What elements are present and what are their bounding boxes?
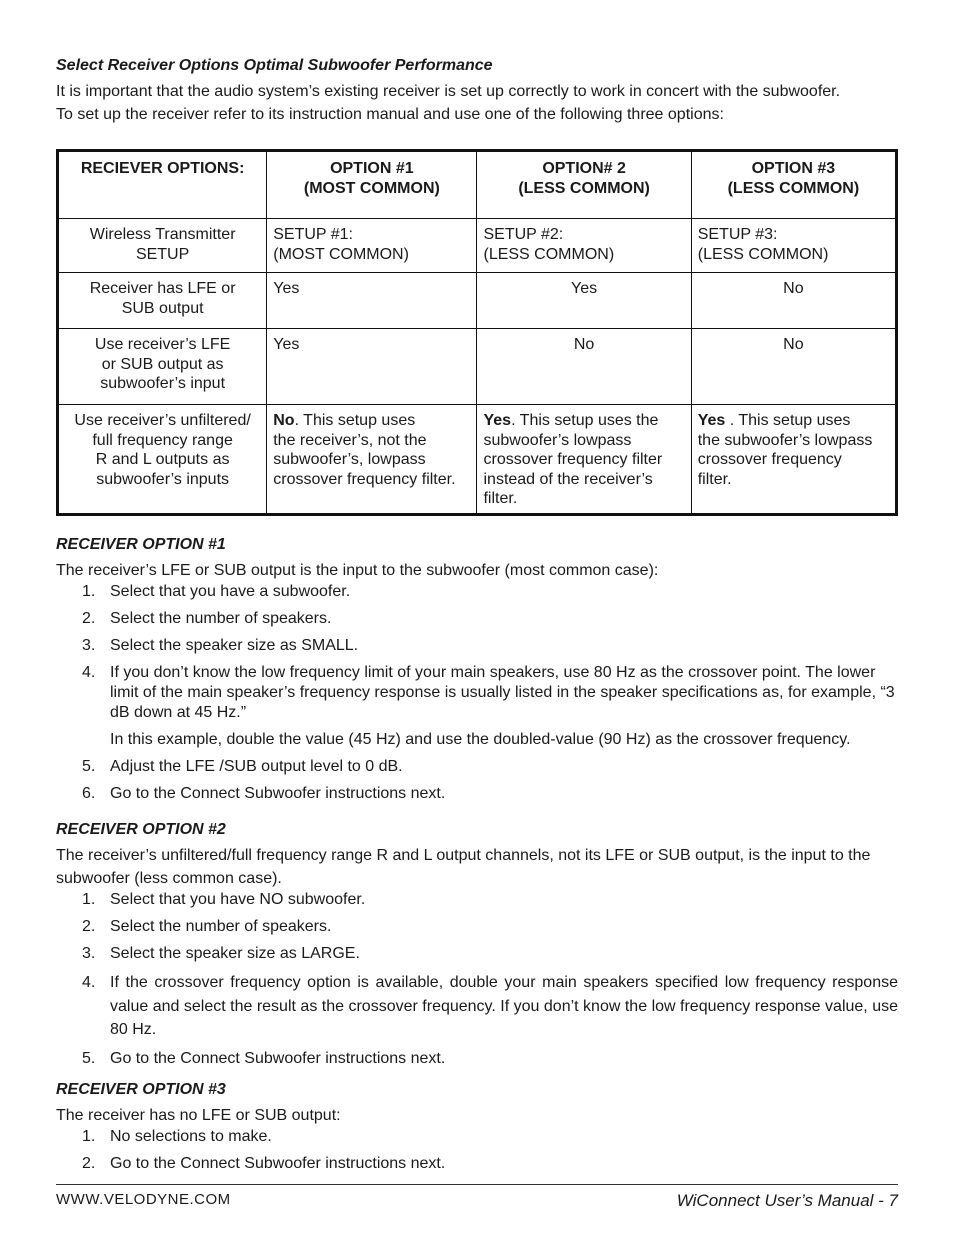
cell-text: subwoofer’s input — [100, 375, 226, 392]
list-item — [56, 971, 898, 1042]
cell-text: subwoofer’s inputs — [96, 470, 230, 488]
cell-text: subwoofer’s lowpass — [483, 431, 632, 449]
row-label-lfe-output — [58, 273, 267, 329]
header-sublabel: (LESS COMMON) — [727, 179, 860, 197]
list-item — [56, 1154, 898, 1174]
receiver-option-3-section — [56, 1081, 898, 1181]
cell-option-3: No — [691, 329, 896, 405]
cell-text: . This setup uses — [725, 412, 851, 429]
step-text: Select the speaker size as SMALL. — [110, 637, 359, 654]
step-text: Select the speaker size as LARGE. — [110, 945, 360, 962]
list-item — [56, 784, 898, 804]
cell-text: Use receiver’s unfiltered/ — [74, 412, 251, 429]
table-row — [58, 405, 897, 515]
table-row — [58, 273, 897, 329]
cell-text: . This setup uses — [294, 412, 416, 429]
step-number: 5. — [82, 758, 96, 775]
cell-option-1: Yes — [267, 273, 477, 329]
step-number: 6. — [82, 785, 96, 802]
cell-text: subwoofer’s, lowpass — [273, 451, 426, 468]
list-item — [56, 890, 898, 910]
cell-text: crossover frequency filter — [483, 451, 663, 468]
list-item — [56, 636, 898, 656]
cell-option-2: Yes — [477, 273, 691, 329]
cell-text: . This setup uses the — [511, 412, 659, 429]
step-number: 5. — [82, 1049, 96, 1067]
table-row — [58, 329, 897, 405]
cell-option-3 — [691, 405, 896, 515]
cell-option-3 — [691, 219, 896, 273]
list-item — [56, 757, 898, 777]
receiver-options-table — [56, 149, 898, 516]
cell-text: R and L outputs as — [95, 451, 230, 468]
cell-option-2: No — [477, 329, 691, 405]
option-1-lead: The receiver’s LFE or SUB output is the input to the subwoofer (most common case): — [56, 562, 659, 579]
list-item — [56, 944, 898, 964]
step-subparagraph: In this example, double the value (45 Hz) and use the doubled-value (90 Hz) as the crossover frequency. — [110, 731, 851, 748]
row-label-wireless-setup — [58, 219, 267, 273]
option-3-heading: RECEIVER OPTION #3 — [56, 1081, 226, 1098]
footer-website: WWW.VELODYNE.COM — [56, 1191, 231, 1208]
footer-divider — [56, 1184, 898, 1185]
cell-text: SETUP #1: — [273, 226, 353, 243]
list-item — [56, 582, 898, 602]
cell-text: filter. — [697, 470, 732, 488]
step-number: 4. — [82, 664, 96, 681]
option-1-heading: RECEIVER OPTION #1 — [56, 536, 226, 553]
cell-text: SETUP — [135, 245, 190, 263]
cell-text: full frequency range — [92, 431, 233, 449]
list-item — [56, 663, 898, 750]
cell-text: Use receiver’s LFE — [94, 336, 231, 353]
cell-option-1 — [267, 405, 477, 515]
table-row — [58, 219, 897, 273]
cell-text: (MOST COMMON) — [273, 245, 409, 263]
cell-option-1 — [267, 219, 477, 273]
cell-bold-answer: No — [273, 412, 295, 429]
cell-bold-answer: Yes — [483, 412, 512, 429]
option-3-steps — [56, 1127, 898, 1174]
intro-line-2: To set up the receiver refer to its instruction manual and use one of the following three options: — [56, 106, 724, 123]
header-label: OPTION #1 — [330, 160, 414, 177]
step-text: Adjust the LFE /SUB output level to 0 dB. — [110, 758, 403, 775]
cell-text: or SUB output as — [101, 355, 224, 373]
option-2-heading: RECEIVER OPTION #2 — [56, 821, 226, 838]
step-text: If the crossover frequency option is available, double your main speakers specified low frequency response value and select the result as the crossover frequency. If you don’t know the low frequency response value, use 80 Hz. — [110, 974, 898, 1038]
step-text: Select the number of speakers. — [110, 918, 332, 935]
cell-text: Wireless Transmitter — [89, 226, 236, 243]
cell-text: the subwoofer’s lowpass — [697, 431, 873, 449]
cell-text: crossover frequency — [697, 451, 842, 468]
step-text: Go to the Connect Subwoofer instructions next. — [110, 1155, 446, 1172]
cell-text: crossover frequency filter. — [273, 470, 456, 488]
header-label: RECIEVER OPTIONS: — [80, 160, 245, 177]
step-number: 2. — [82, 918, 96, 935]
header-sublabel: (LESS COMMON) — [518, 179, 650, 197]
cell-text: instead of the receiver’s — [483, 470, 653, 488]
step-text: If you don’t know the low frequency limit of your main speakers, use 80 Hz as the crossover point. The lower limit of the main speaker’s frequency response is usually listed in the speaker specifications as, for example, “3 dB down at 45 Hz.” — [110, 664, 895, 721]
table-header-row — [58, 151, 897, 219]
header-label: OPTION #3 — [751, 160, 836, 177]
step-number: 1. — [82, 583, 96, 600]
cell-bold-answer: Yes — [697, 412, 726, 429]
header-option-3 — [691, 151, 896, 219]
step-text: Go to the Connect Subwoofer instructions next. — [110, 1049, 446, 1067]
option-1-steps — [56, 582, 898, 804]
list-item — [56, 1049, 898, 1069]
step-text: No selections to make. — [110, 1128, 272, 1145]
step-text: Select that you have NO subwoofer. — [110, 891, 366, 908]
cell-option-2 — [477, 405, 691, 515]
option-3-lead: The receiver has no LFE or SUB output: — [56, 1107, 341, 1124]
step-number: 1. — [82, 891, 96, 908]
step-number: 4. — [82, 974, 96, 991]
receiver-option-2-section — [56, 821, 898, 1076]
step-number: 3. — [82, 945, 96, 962]
header-label: OPTION# 2 — [542, 160, 626, 177]
step-number: 2. — [82, 610, 96, 627]
list-item — [56, 917, 898, 937]
header-option-2 — [477, 151, 691, 219]
receiver-option-1-section — [56, 536, 898, 811]
cell-text: SETUP #3: — [697, 226, 778, 243]
intro-section — [56, 57, 898, 126]
step-text: Go to the Connect Subwoofer instructions next. — [110, 785, 446, 802]
step-number: 2. — [82, 1155, 96, 1172]
cell-text: (LESS COMMON) — [483, 245, 615, 263]
step-number: 1. — [82, 1128, 96, 1145]
cell-text: SETUP #2: — [483, 226, 564, 243]
list-item — [56, 1127, 898, 1147]
cell-text: (LESS COMMON) — [697, 245, 829, 263]
row-label-use-lfe-input — [58, 329, 267, 405]
footer-page-label: WiConnect User’s Manual - 7 — [676, 1191, 898, 1210]
cell-option-2 — [477, 219, 691, 273]
row-label-unfiltered-outputs — [58, 405, 267, 515]
step-text: Select the number of speakers. — [110, 610, 332, 627]
header-sublabel: (MOST COMMON) — [303, 179, 440, 197]
cell-text: the receiver’s, not the — [273, 431, 427, 449]
step-text: Select that you have a subwoofer. — [110, 583, 351, 600]
step-number: 3. — [82, 637, 96, 654]
cell-option-1: Yes — [267, 329, 477, 405]
option-2-lead: The receiver’s unfiltered/full frequency range R and L output channels, not its LFE or SUB output, is the input to the subwoofer (less common case). — [56, 847, 871, 887]
intro-line-1: It is important that the audio system’s existing receiver is set up correctly to work in concert with the subwoofer. — [56, 83, 841, 100]
list-item — [56, 609, 898, 629]
cell-option-3: No — [691, 273, 896, 329]
intro-heading: Select Receiver Options Optimal Subwoofer Performance — [56, 57, 493, 74]
option-2-steps — [56, 890, 898, 1069]
cell-text: filter. — [483, 490, 518, 507]
cell-text: Receiver has LFE or — [89, 280, 236, 297]
header-option-1 — [267, 151, 477, 219]
header-receiver-options — [58, 151, 267, 219]
cell-text: SUB output — [121, 299, 204, 317]
